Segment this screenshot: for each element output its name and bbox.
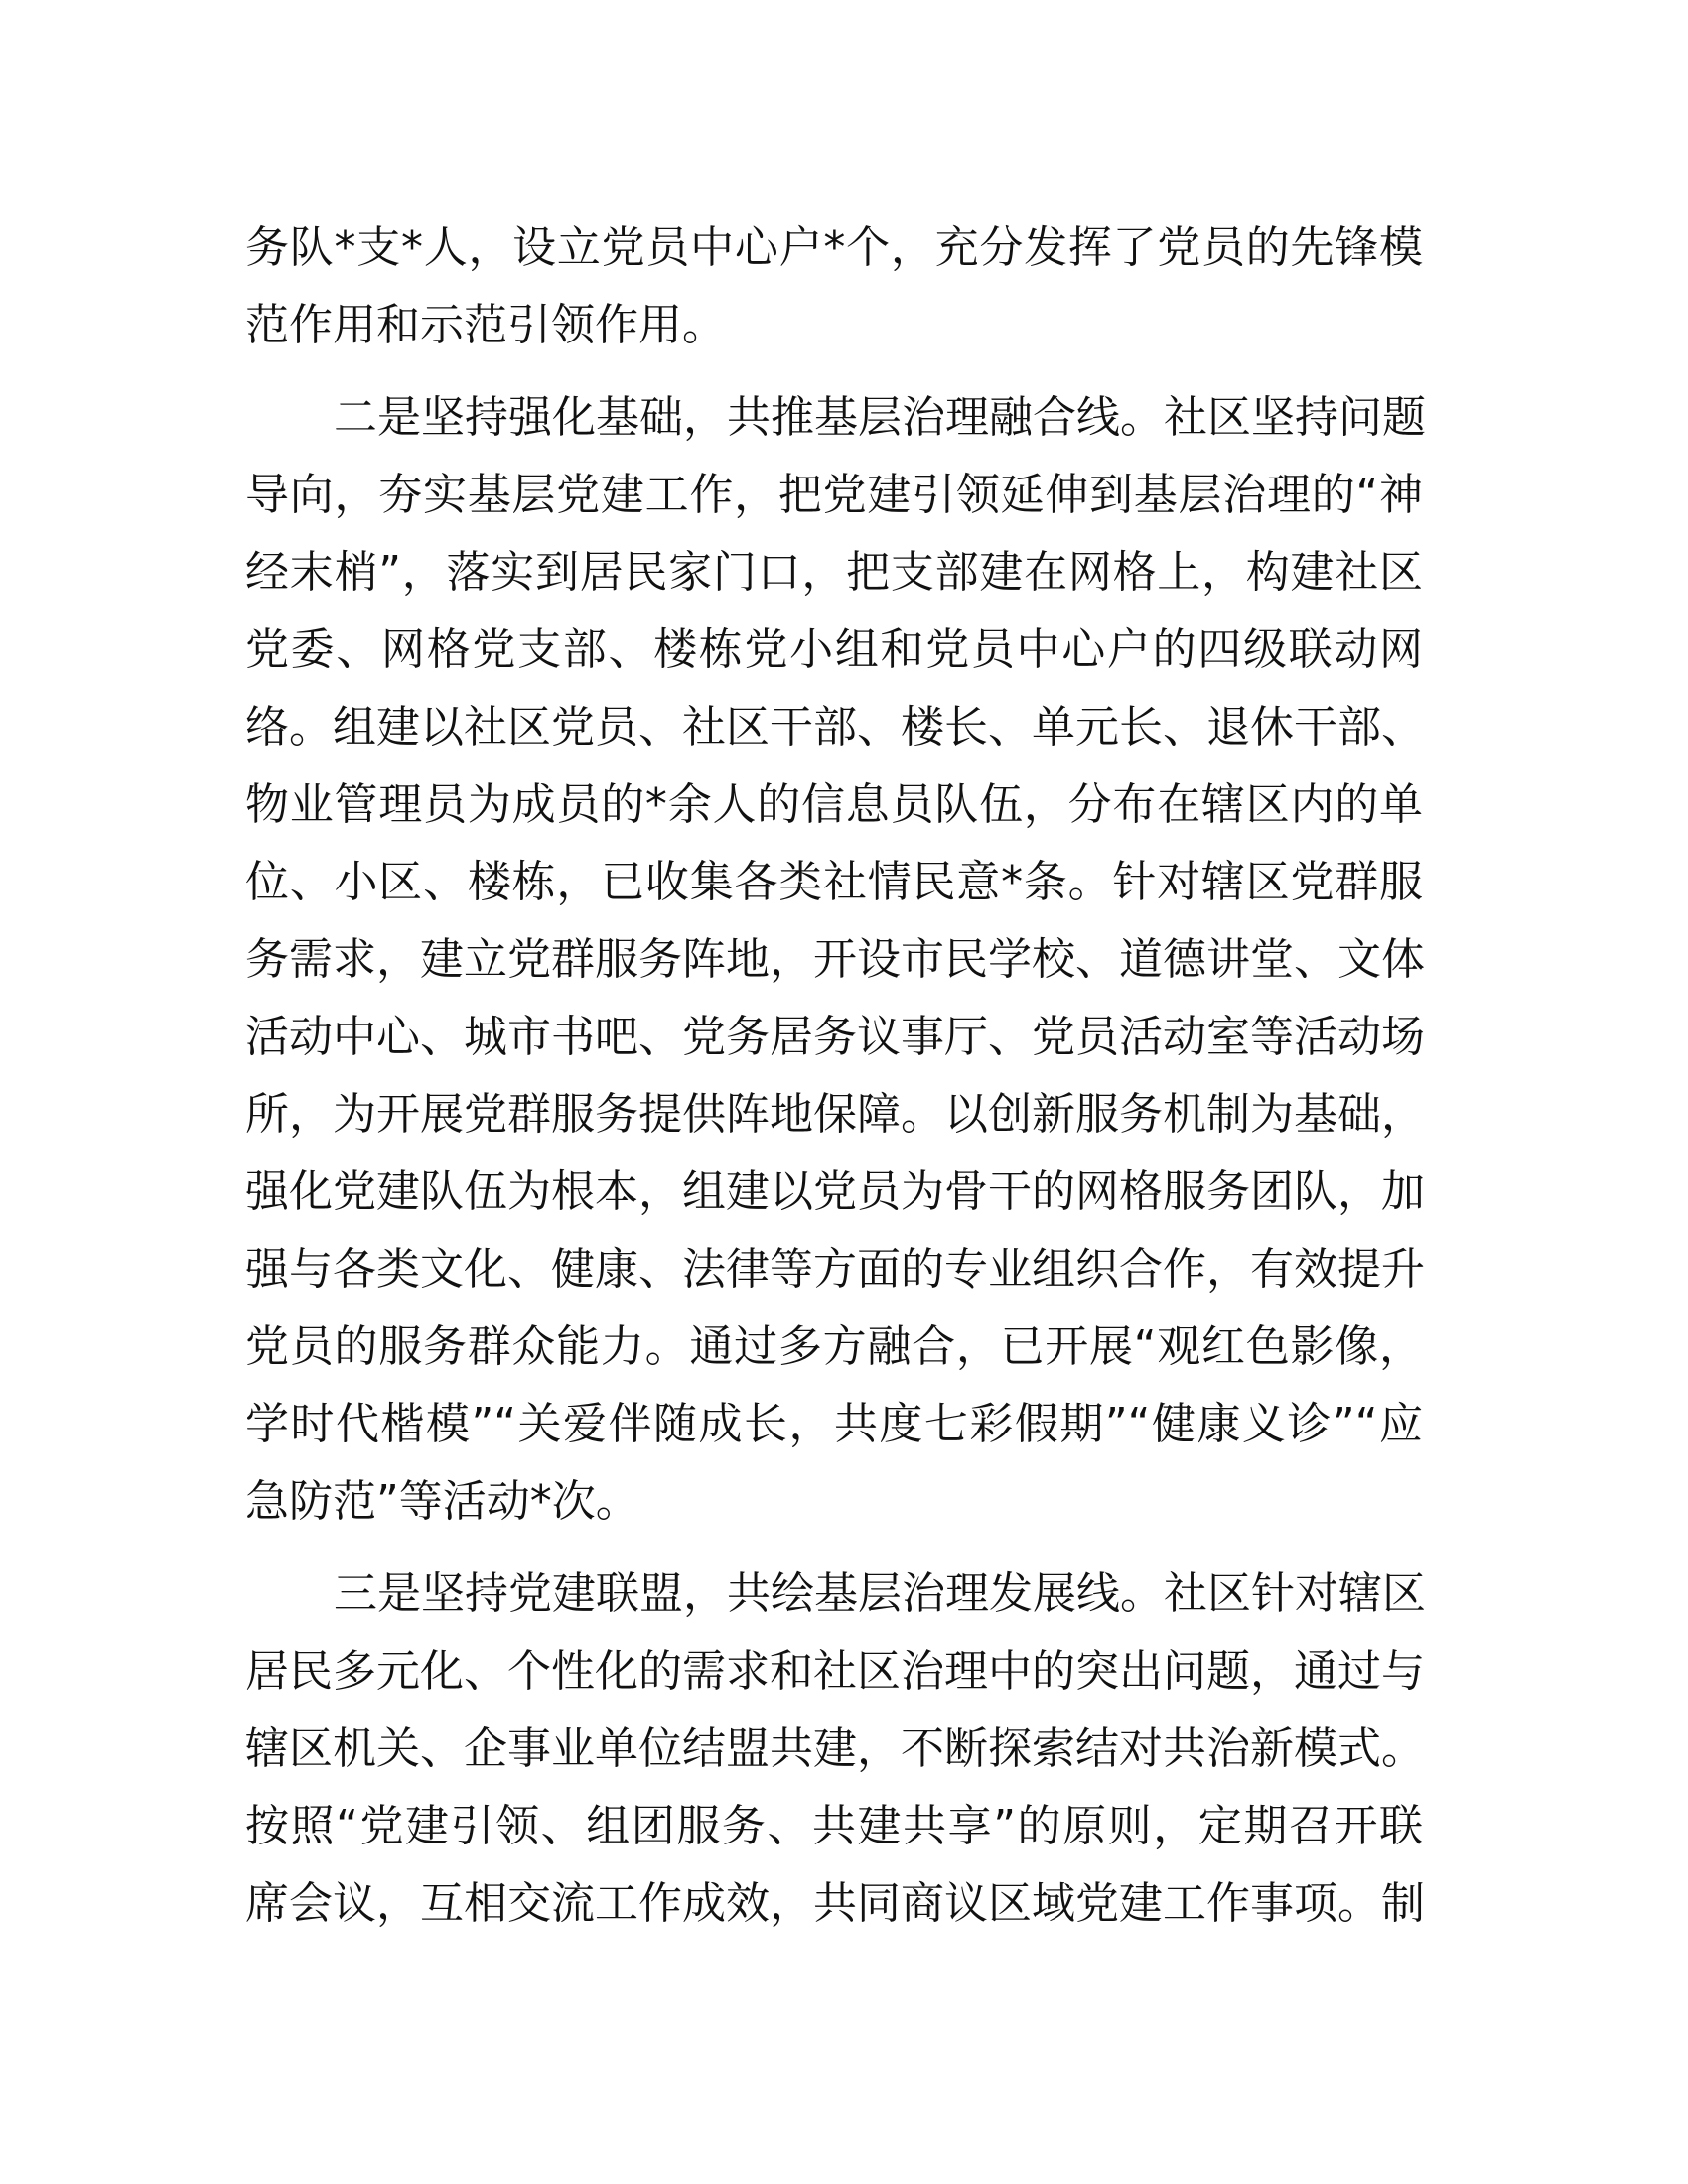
text-line: 强与各类文化、健康、法律等方面的专业组织合作，有效提升 [245,1244,1425,1295]
text-line: 位、小区、楼栋，已收集各类社情民意*条。针对辖区党群服 [245,857,1423,907]
text-line: 经末梢”，落实到居民家门口，把支部建在网格上，构建社区 [245,547,1423,598]
text-line: 二是坚持强化基础，共推基层治理融合线。社区坚持问题 [334,392,1426,443]
document-page [245,209,1426,1943]
text-line: 务需求，建立党群服务阵地，开设市民学校、道德讲堂、文体 [245,934,1425,985]
text-line: 急防范”等活动*次。 [245,1476,639,1527]
text-line: 党员的服务群众能力。通过多方融合，已开展“观红色影像， [245,1321,1423,1372]
text-line: 活动中心、城市书吧、党务居务议事厅、党员活动室等活动场 [245,1012,1425,1062]
text-line: 强化党建队伍为根本，组建以党员为骨干的网格服务团队，加 [245,1166,1425,1217]
text-line: 按照“党建引领、组团服务、共建共享”的原则，定期召开联 [245,1801,1423,1851]
text-line: 辖区机关、企事业单位结盟共建，不断探索结对共治新模式。 [245,1723,1425,1774]
text-line: 学时代楷模”“关爱伴随成长，共度七彩假期”“健康义诊”“应 [245,1399,1423,1449]
text-line: 席会议，互相交流工作成效，共同商议区域党建工作事项。制 [245,1878,1425,1929]
text-line: 党委、网格党支部、楼栋党小组和党员中心户的四级联动网 [245,624,1423,675]
text-line: 居民多元化、个性化的需求和社区治理中的突出问题，通过与 [245,1646,1425,1697]
text-line: 导向，夯实基层党建工作，把党建引领延伸到基层治理的“神 [245,470,1423,520]
text-line: 范作用和示范引领作用。 [245,300,726,350]
text-line: 所，为开展党群服务提供阵地保障。以创新服务机制为基础， [245,1089,1425,1140]
text-line: 物业管理员为成员的*余人的信息员队伍，分布在辖区内的单 [245,779,1423,830]
paragraph [245,209,1423,364]
text-line: 三是坚持党建联盟，共绘基层治理发展线。社区针对辖区 [334,1569,1426,1619]
text-line: 务队*支*人，设立党员中心户*个，充分发挥了党员的先锋模 [245,222,1423,273]
paragraph [245,1556,1426,1943]
paragraph [245,379,1426,1541]
text-line: 络。组建以社区党员、社区干部、楼长、单元长、退休干部、 [245,702,1425,752]
